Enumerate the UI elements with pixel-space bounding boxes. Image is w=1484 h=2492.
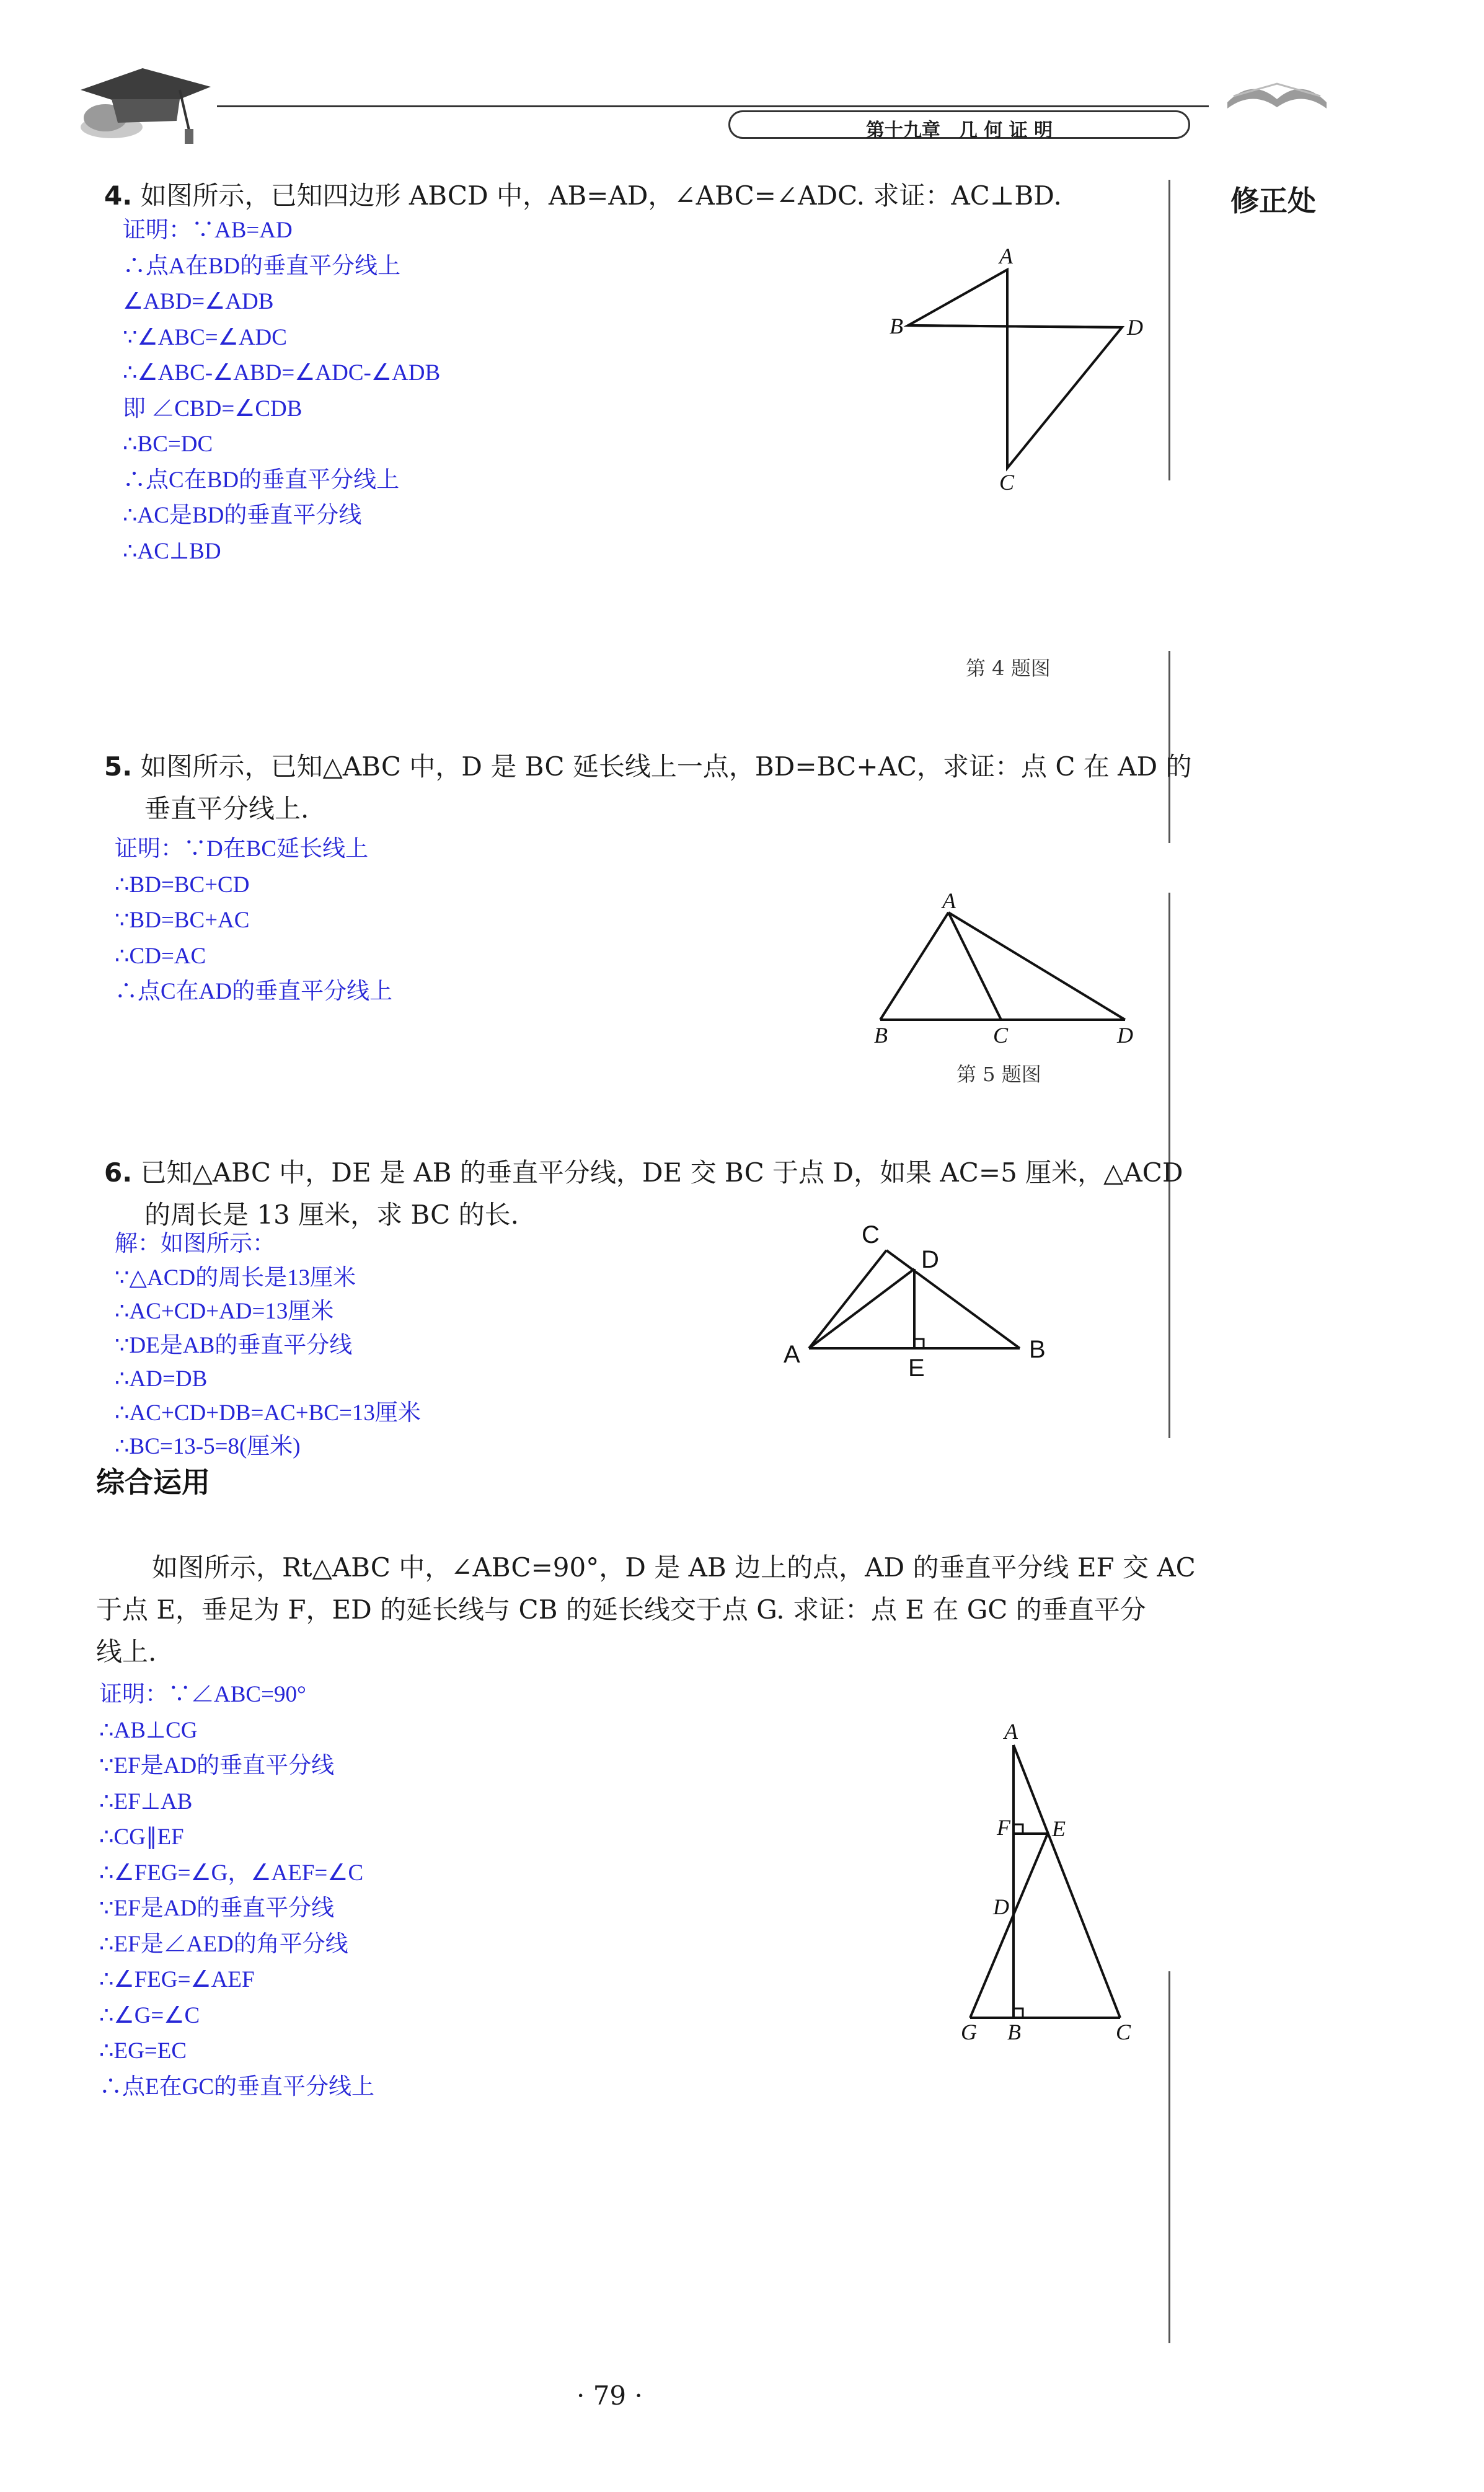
question-text: 如图所示，Rt△ABC 中，∠ABC=90°，D 是 AB 边上的点，AD 的垂直平分线 EF 交 AC: [152, 1552, 1196, 1583]
question-text: 于点 E，垂足为 F，ED 的延长线与 CB 的延长线交于点 G. 求证：点 E 在 GC 的垂直平分: [96, 1594, 1146, 1625]
proof-line: ∴AC+CD+DB=AC+BC=13厘米: [115, 1400, 421, 1426]
proof-line: ∵∠ABC=∠ADC: [123, 324, 287, 350]
figure-5: [862, 886, 1141, 1048]
label-d: D: [1117, 1023, 1133, 1048]
proof-line: ∴点E在GC的垂直平分线上: [99, 2074, 374, 2100]
proof-line: ∴BD=BC+CD: [115, 872, 250, 898]
proof-line: ∴CG∥EF: [99, 1824, 184, 1850]
label-c: C: [1116, 2020, 1131, 2044]
label-b: B: [1007, 2020, 1021, 2044]
question-text: 已知△ABC 中，DE 是 AB 的垂直平分线，DE 交 BC 于点 D，如果 AC=5 厘米，△ACD: [140, 1157, 1183, 1188]
proof-line: ∴AC+CD+AD=13厘米: [115, 1299, 334, 1324]
chapter-title-box: [728, 110, 1190, 139]
question-5: [104, 746, 1192, 830]
proof-line: ∴∠G=∠C: [99, 2002, 200, 2028]
proof-line: ∴AC⊥BD: [123, 538, 221, 564]
graduation-cap-logo: [68, 56, 217, 149]
proof-5: [115, 831, 392, 1010]
figure-4-caption: 第 4 题图: [966, 656, 1051, 680]
section-title: 综合运用: [96, 1465, 210, 1499]
margin-divider: [1168, 180, 1170, 480]
label-f: F: [997, 1815, 1010, 1840]
label-b: B: [1029, 1336, 1046, 1363]
proof-line: ∴点C在AD的垂直平分线上: [115, 979, 393, 1004]
question-number: 6.: [104, 1157, 133, 1188]
proof-line: ∴AB⊥CG: [99, 1717, 198, 1743]
label-d: D: [1127, 315, 1143, 340]
question-4: [104, 175, 1158, 217]
proof-section: [99, 1677, 374, 2105]
label-d: D: [993, 1894, 1009, 1919]
chapter-title: 第十九章 几 何 证 明: [865, 120, 1053, 141]
proof-line: ∵EF是AD的垂直平分线: [99, 1753, 335, 1778]
label-b: B: [874, 1023, 888, 1048]
proof-line: ∴EF⊥AB: [99, 1788, 193, 1814]
proof-4: [123, 213, 440, 569]
label-a: A: [784, 1341, 800, 1368]
question-number: 4.: [104, 180, 133, 211]
figure-6: [775, 1215, 1060, 1389]
proof-line: 即 ∠CBD=∠CDB: [123, 395, 303, 422]
figure-section: [942, 1717, 1178, 2052]
page-number: · 79 ·: [576, 2380, 643, 2411]
label-b: B: [890, 314, 903, 338]
proof-line: ∴AC是BD的垂直平分线: [123, 503, 362, 528]
question-text: 垂直平分线上.: [144, 793, 309, 824]
proof-line: ∴∠FEG=∠AEF: [99, 1967, 255, 1992]
proof-6: [115, 1227, 421, 1464]
proof-line: ∴AD=DB: [115, 1366, 208, 1392]
label-a: A: [942, 888, 956, 913]
proof-line: ∵BD=BC+AC: [115, 908, 250, 933]
book-icon: [1221, 65, 1333, 115]
proof-line: ∠ABD=∠ADB: [123, 289, 274, 314]
section-question: [96, 1547, 1196, 1673]
label-c: C: [999, 470, 1015, 495]
figure-5-caption: 第 5 题图: [956, 1063, 1041, 1086]
proof-line: ∴点C在BD的垂直平分线上: [123, 467, 400, 493]
label-a: A: [999, 244, 1013, 268]
proof-line: ∴BC=13-5=8(厘米): [115, 1434, 301, 1459]
question-text: 如图所示，已知△ABC 中，D 是 BC 延长线上一点，BD=BC+AC，求证：点 C 在 AD 的: [140, 751, 1192, 782]
proof-line: ∵DE是AB的垂直平分线: [115, 1332, 353, 1358]
figure-4: [868, 236, 1165, 496]
question-text: 的周长是 13 厘米，求 BC 的长.: [144, 1200, 519, 1230]
proof-line: ∵△ACD的周长是13厘米: [115, 1265, 356, 1291]
proof-line: ∴EG=EC: [99, 2038, 187, 2064]
proof-line: 解：如图所示：: [115, 1231, 275, 1257]
label-g: G: [961, 2020, 977, 2044]
label-e: E: [908, 1354, 925, 1382]
proof-line: 证明：∵AB=AD: [123, 218, 293, 243]
proof-line: ∴∠ABC-∠ABD=∠ADC-∠ADB: [123, 360, 441, 386]
proof-line: 证明：∵∠ABC=90°: [99, 1682, 306, 1707]
label-e: E: [1052, 1816, 1066, 1841]
proof-line: ∵EF是AD的垂直平分线: [99, 1896, 335, 1921]
proof-line: ∴CD=AC: [115, 943, 206, 969]
proof-line: ∴∠FEG=∠G，∠AEF=∠C: [99, 1860, 364, 1886]
proof-line: 证明：∵D在BC延长线上: [115, 836, 369, 862]
proof-line: ∴点A在BD的垂直平分线上: [123, 253, 401, 279]
question-text: 线上.: [96, 1637, 157, 1667]
margin-title: 修正处: [1230, 184, 1316, 218]
label-c: C: [862, 1221, 880, 1248]
question-text: 如图所示，已知四边形 ABCD 中，AB=AD，∠ABC=∠ADC. 求证：AC⊥BD.: [140, 180, 1062, 211]
label-a: A: [1004, 1719, 1018, 1744]
label-c: C: [993, 1023, 1009, 1048]
proof-line: ∴BC=DC: [123, 431, 213, 457]
question-number: 5.: [104, 751, 133, 782]
label-d: D: [921, 1246, 939, 1273]
header-rule: [217, 105, 1209, 107]
proof-line: ∴EF是∠AED的角平分线: [99, 1931, 348, 1957]
